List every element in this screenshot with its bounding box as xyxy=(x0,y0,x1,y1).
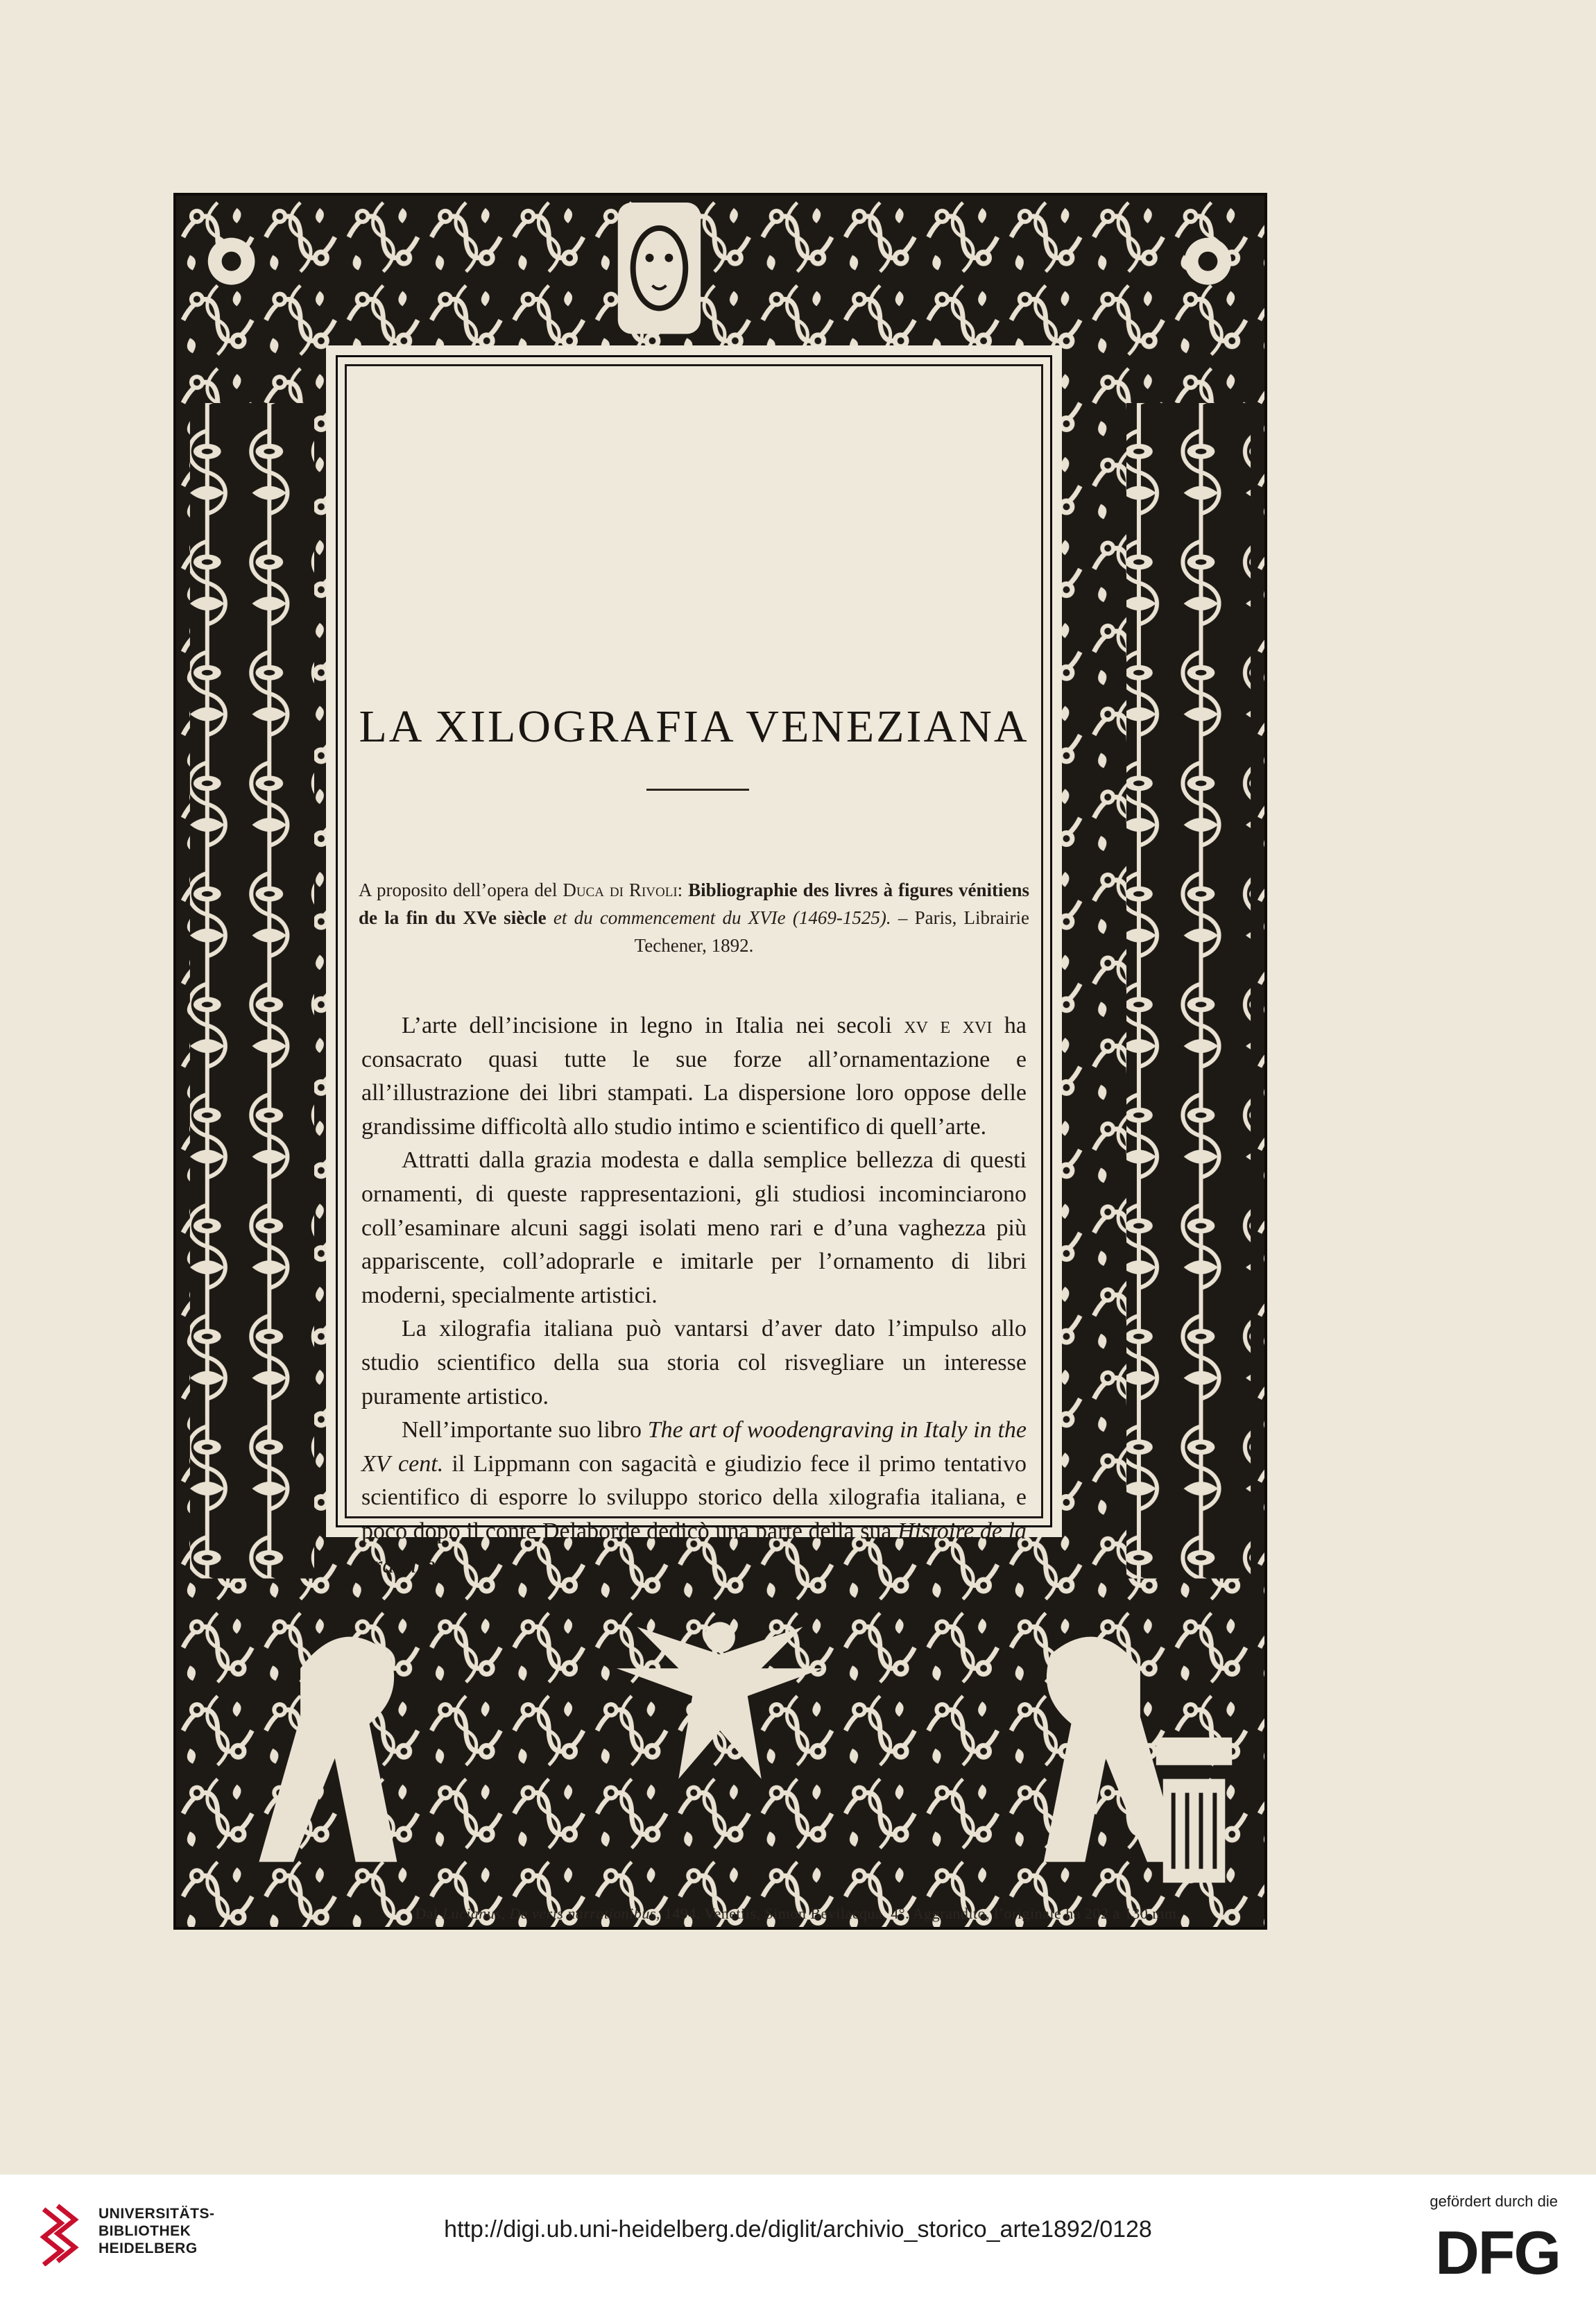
book-reference: Histoire de la gravure xyxy=(361,1518,1027,1578)
vase-ornament xyxy=(1156,1738,1232,1883)
subtitle-book-title: Bibliographie des livres à figures vénitiens de la fin du XVe siècle xyxy=(359,880,1030,928)
caption-text: Dal xyxy=(415,1905,443,1922)
subtitle-author: Duca di Rivoli xyxy=(563,880,678,900)
paragraph-smallcaps: xv e xvi xyxy=(904,1013,993,1038)
funding-label: gefördert durch die xyxy=(1430,2193,1558,2210)
library-name-line: BIBLIOTHEK xyxy=(98,2223,191,2239)
paragraph-text: Nell’importante suo libro xyxy=(402,1417,648,1443)
caption-text: 1494. Venetiis, Simon Bevilacqua, 4°. Aggrandito, l’originale ha 202 a 130 mm. xyxy=(660,1905,1181,1922)
article-title: LA XILOGRAFIA VENEZIANA xyxy=(359,701,1029,752)
subtitle-publisher: – Paris, Librairie Techener, 1892. xyxy=(634,907,1029,956)
paragraph xyxy=(361,1009,1027,1144)
face-mask-ornament xyxy=(618,203,701,334)
paragraph: La xilografia italiana può vantarsi d’aver dato l’impulso allo studio scientifico della sua storia col risvegliare un interesse puramente artistico. xyxy=(361,1316,1027,1409)
text-panel xyxy=(336,355,1052,1578)
caption-source: Lucianus, De veris narrationibus, xyxy=(442,1905,660,1922)
book-reference: The art of woodengraving in Italy in the XV cent. xyxy=(361,1417,1027,1477)
paragraph-text: L’arte dell’incisione in legno in Italia nei secoli xyxy=(402,1013,904,1038)
paragraph xyxy=(361,1414,1027,1582)
paragraph-text: ha consacrato quasi tutte le sue forze all’ornamentazione e all’illustrazione dei libri stampati. La dispersione loro oppose delle grandissime difficoltà allo studio intimo e scientifico di quell’arte. xyxy=(361,1013,1027,1140)
figure-caption xyxy=(0,1905,1596,1923)
subtitle-italic: et du commencement du XVIe (1469-1525). xyxy=(546,907,891,928)
dfg-logo: DFG xyxy=(1435,2218,1560,2287)
library-name-line: UNIVERSITÄTS- xyxy=(98,2206,215,2222)
title-divider xyxy=(646,789,749,791)
digitization-footer xyxy=(0,2175,1596,2323)
paragraph-text: il Lippmann con sagacità e giudizio fece il primo tentativo scientifico di esporre lo sviluppo storico della xilografia italiana, e poco dopo il conte Delaborde dedicò una parte della sua xyxy=(361,1450,1027,1544)
permalink-url[interactable]: http://digi.ub.uni-heidelberg.de/diglit/archivio_storico_arte1892/0128 xyxy=(444,2216,1152,2243)
woodcut-border-frame xyxy=(173,193,1267,1930)
subtitle-colon: : xyxy=(677,880,689,900)
library-name-line: HEIDELBERG xyxy=(98,2240,198,2256)
paragraph: Attratti dalla grazia modesta e dalla semplice bellezza di questi ornamenti, di queste rappresentazioni, gli studiosi incominciarono coll’esaminare alcuni saggi isolati meno rari e d’una vaghezza più appariscente, coll’adoprarle e imitarle per l’ornamento di libri moderni, specialmente artistici. xyxy=(361,1147,1027,1308)
subtitle-prefix: A proposito dell’opera del xyxy=(359,880,563,900)
article-subtitle xyxy=(359,876,1029,959)
article-body xyxy=(361,1009,1027,1582)
